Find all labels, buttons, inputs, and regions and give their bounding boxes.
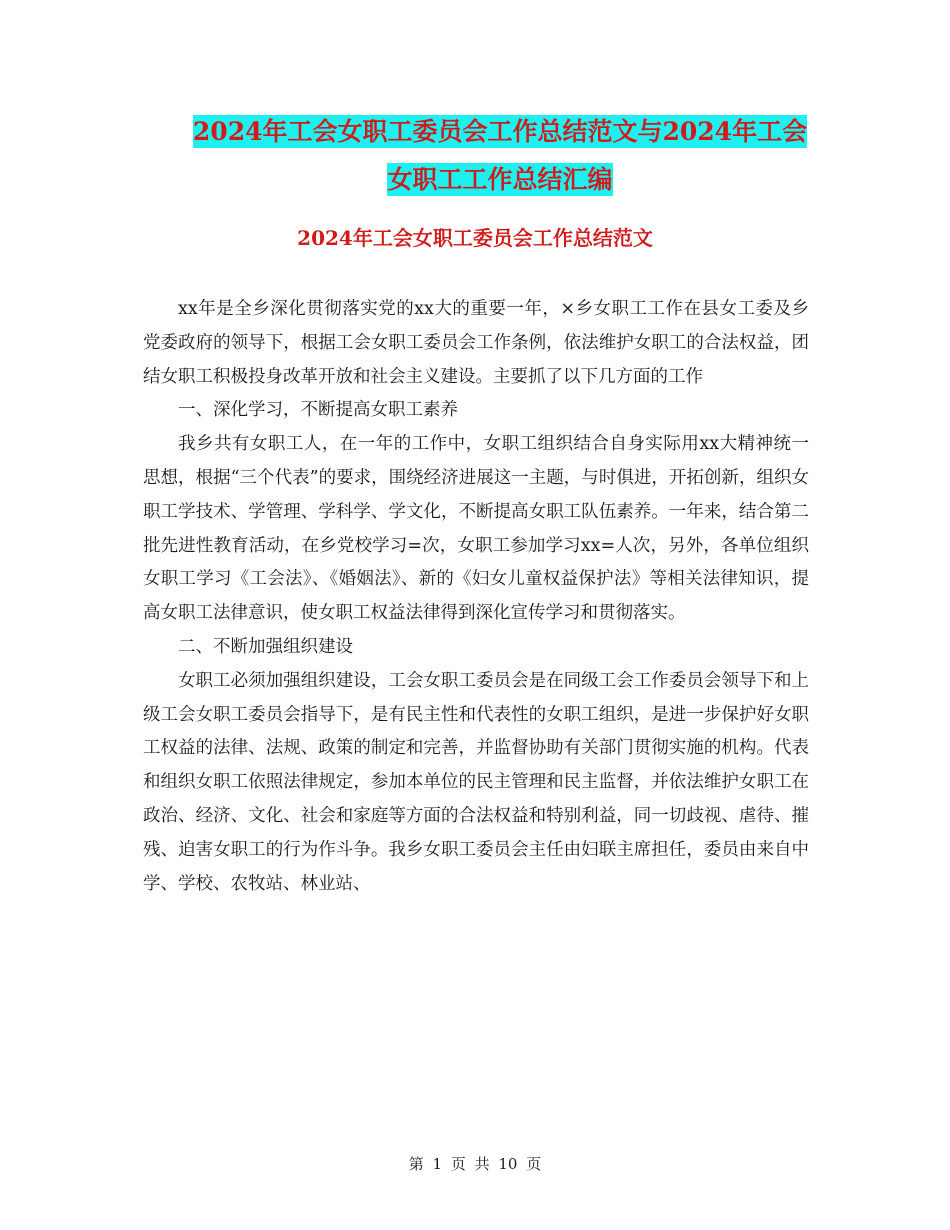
heading-section-1: 一、深化学习，不断提高女职工素养: [178, 400, 458, 421]
paragraph-section-2: 女职工必须加强组织建设，工会女职工委员会是在同级工会工作委员会领导下和上级工会女职工委员会指导下，是有民主性和代表性的女职工组织，是进一步保护好女职工权益的法律、法规、政策的制定和完善，并监督协助有关部门贯彻实施的机构。代表和组织女职工依照法律规定，参加本单位的民主管理和民主监督，并依法维护女职工在政治、经济、文化、社会和家庭等方面的合法权益和特别利益，同一切歧视、虐待、摧残、迫害女职工的行为作斗争。我乡女职工委员会主任由妇联主席担任，委员由来自中学、学校、农牧站、林业站、: [143, 670, 809, 894]
title-line-2: 女职工工作总结汇编: [387, 165, 613, 194]
section-title: 2024年工会女职工委员会工作总结范文: [297, 226, 653, 250]
document-title: [140, 108, 860, 204]
paragraph-intro: xx年是全乡深化贯彻落实党的xx大的重要一年，×乡女职工工作在县女工委及乡党委政府的领导下，根据工会女职工委员会工作条例，依法维护女职工的合法权益，团结女职工积极投身改革开放和社会主义建设。主要抓了以下几方面的工作: [143, 299, 809, 387]
paragraph-section-1: 我乡共有女职工人，在一年的工作中，女职工组织结合自身实际用xx大精神统一思想，根据“三个代表”的要求，围绕经济进展这一主题，与时俱进，开拓创新，组织女职工学技术、学管理、学科学、学文化，不断提高女职工队伍素养。一年来，结合第二批先进性教育活动，在乡党校学习=次，女职工参加学习xx=人次，另外，各单位组织女职工学习《工会法》、《婚姻法》、新的《妇女儿童权益保护法》等相关法律知识，提高女职工法律意识，使女职工权益法律得到深化宣传学习和贯彻落实。: [143, 434, 809, 624]
title-line-1: 2024年工会女职工委员会工作总结范文与2024年工会: [192, 117, 808, 146]
heading-section-2: 二、不断加强组织建设: [178, 636, 353, 657]
document-body: [143, 293, 809, 901]
page-number: 第 1 页 共 10 页: [408, 1155, 542, 1173]
